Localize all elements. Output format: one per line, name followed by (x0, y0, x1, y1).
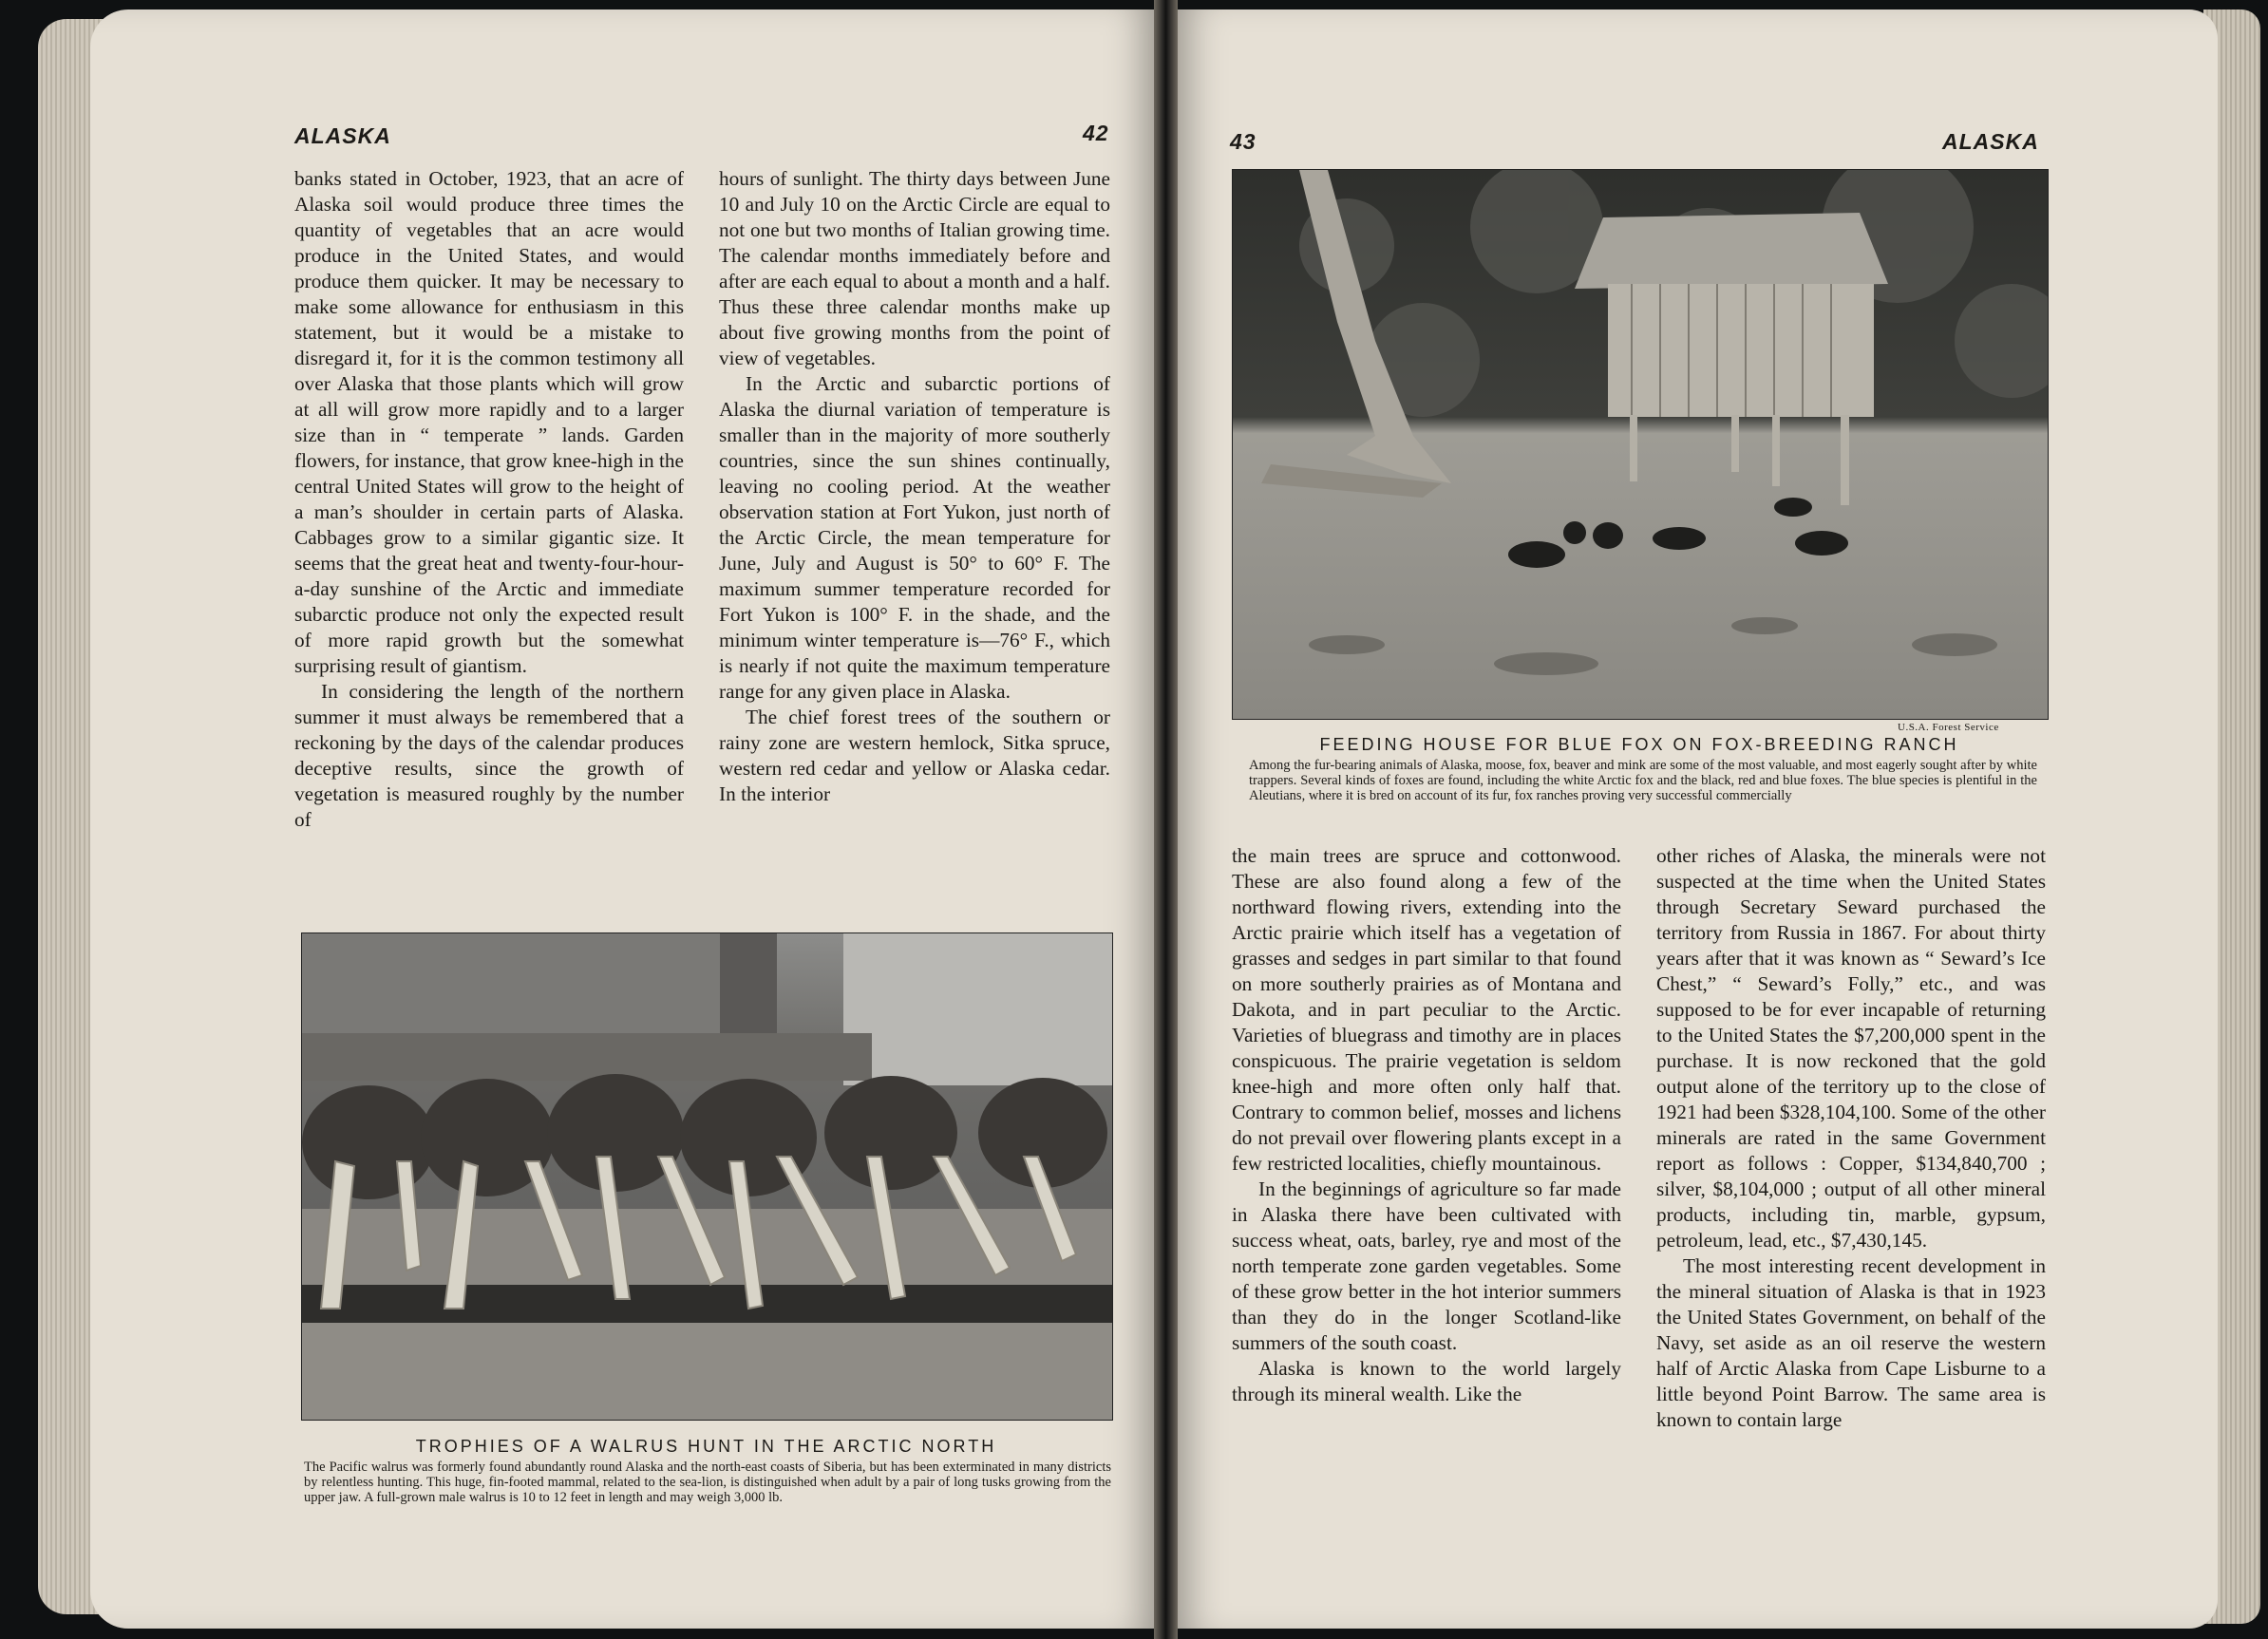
walrus-photo-image (302, 933, 1112, 1420)
paragraph: banks stated in October, 1923, that an acre of Alaska soil would produce three times the quantity of vegetables that an acre would produce in the United States, and would produce them quicker. It may be necessary to make some allowance for enthusiasm in this statement, but it would be a mistake to disregard it, for it is the common testimony all over Alaska that those plants which will grow at all will grow more rapidly and to a larger size than in “ temperate ” lands. Garden flowers, for instance, that grow knee-high in the central United States will grow to the height of a man’s shoulder in certain parts of Alaska. Cabbages grow to a similar gigantic size. It seems that the great heat and twenty-four-hour-a-day sunshine of the Arctic and immediate subarctic produce not only the expected result of more rapid growth but the somewhat surprising result of giantism. (294, 167, 684, 677)
paragraph: In the beginnings of agriculture so far made in Alaska there have been cultivated with success wheat, oats, barley, rye and most of the north temperate zone garden vegetables. Some of these grow better in the hot interior summers than they do in the longer Scotland-like summers of the south coast. (1232, 1177, 1621, 1354)
left-page (90, 9, 1163, 1629)
paragraph: the main trees are spruce and cottonwood. These are also found along a few of the northward flowing rivers, extending into the Arctic prairie which itself has a vegetation of grasses and sedges in part similar to that found on more southerly prairies as of Montana and Dakota, and in part peculiar to the Arctic. Varieties of bluegrass and timothy are in places conspicuous. The prairie vegetation is seldom knee-high and more often only half that. Contrary to common belief, mosses and lichens do not prevail over flowering plants except in a few restricted localities, chiefly mountainous. (1232, 844, 1621, 1175)
walrus-caption-body: The Pacific walrus was formerly found abundantly round Alaska and the north-east coasts of Siberia, but has been exterminated in many districts by relentless hunting. This huge, fin-footed mammal, related to the sea-lion, is distinguished when adult by a pair of long tusks growing from the upper jaw. A full-grown male walrus is 10 to 12 feet in length and may weigh 3,000 lb. (304, 1460, 1111, 1505)
fox-feeding-house-photo (1232, 169, 2049, 720)
paragraph: hours of sunlight. The thirty days between June 10 and July 10 on the Arctic Circle are equal to not one but two months of Italian growing time. The calendar months immediately before and after are each equal to about a month and a half. Thus these three calendar months make up about five growing months from the point of view of vegetables. (719, 167, 1110, 369)
fox-photo-image (1233, 170, 2048, 719)
book-gutter (1154, 0, 1178, 1639)
right-page (1168, 9, 2218, 1629)
paragraph: The most interesting recent development in the mineral situation of Alaska is that in 1923 the United States Government, on behalf of the Navy, set aside as an oil reserve the western half of Arctic Alaska from Cape Lisburne to a little beyond Point Barrow. The same area is known to contain large (1656, 1254, 2046, 1431)
right-column-2 (1656, 843, 2046, 1433)
left-column-1 (294, 166, 684, 833)
fox-caption-body: Among the fur-bearing animals of Alaska, moose, fox, beaver and mink are some of the most valuable, and most eagerly sought after by white trappers. Several kinds of foxes are found, including the white Arctic fox and the black, red and blue foxes. The blue species is plentiful in the Aleutians, where it is bred on account of its fur, fox ranches proving very successful commercially (1249, 758, 2037, 803)
left-column-2 (719, 166, 1110, 807)
paragraph: In considering the length of the northern summer it must always be remembered that a reckoning by the days of the calendar produces deceptive results, since the growth of vegetation is measured roughly by the number of (294, 680, 684, 831)
paragraph: In the Arctic and subarctic portions of Alaska the diurnal variation of temperature is smaller than in the majority of more southerly countries, since the sun shines continually, leaving no cooling period. At the weather observation station at Fort Yukon, just north of the Arctic Circle, the mean temperature for June, July and August is 50° to 60° F. The maximum summer temperature recorded for Fort Yukon is 100° F. in the shade, and the minimum winter temperature is—76° F., which is nearly if not quite the maximum temperature range for any given place in Alaska. (719, 372, 1110, 703)
right-column-1 (1232, 843, 1621, 1407)
right-running-head: ALASKA (1942, 129, 2039, 154)
left-running-head: ALASKA (294, 123, 391, 148)
walrus-caption-title: TROPHIES OF A WALRUS HUNT IN THE ARCTIC NORTH (415, 1437, 997, 1456)
walrus-trophies-photo (301, 933, 1113, 1421)
paragraph: other riches of Alaska, the minerals were not suspected at the time when the United States through Secretary Seward purchased the territory from Russia in 1867. For about thirty years after that it was known as “ Seward’s Ice Chest,” “ Seward’s Folly,” etc., and was supposed to be for ever incapable of returning to the United States the $7,200,000 spent in the purchase. It is now reckoned that the gold output alone of the territory up to the close of 1921 had been $328,104,100. Some of the other minerals are rated in the same Government report as follows : Copper, $134,840,700 ; silver, $8,104,000 ; output of all other mineral products, including tin, marble, gypsum, petroleum, lead, etc., $7,430,145. (1656, 844, 2046, 1252)
paragraph: The chief forest trees of the southern or rainy zone are western hemlock, Sitka spruce, western red cedar and yellow or Alaska cedar. In the interior (719, 706, 1110, 805)
fox-caption-title: FEEDING HOUSE FOR BLUE FOX ON FOX-BREEDING RANCH (1319, 735, 1959, 754)
paragraph: Alaska is known to the world largely through its mineral wealth. Like the (1232, 1357, 1621, 1405)
right-page-number: 43 (1230, 129, 1257, 154)
photo-credit: U.S.A. Forest Service (1898, 722, 1999, 733)
left-page-number: 42 (1083, 121, 1109, 145)
